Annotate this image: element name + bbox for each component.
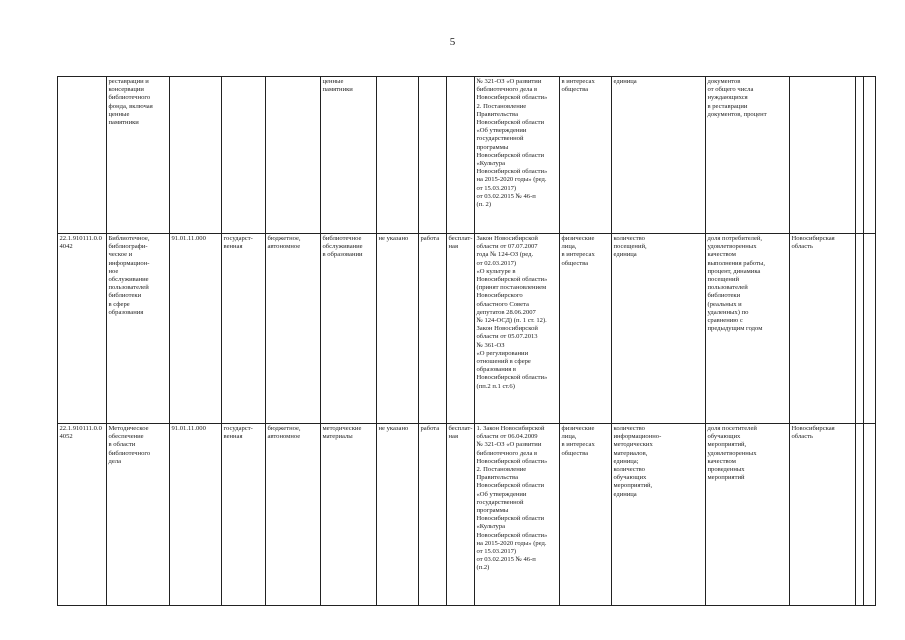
cell-extra-1: [856, 77, 864, 234]
cell-region: Новосибирская область: [790, 234, 856, 424]
cell-content: библиотечное обслуживание в образовании: [321, 234, 377, 424]
cell-name: Библиотечное, библиографи- ческое и информацион- ное обслуживание пользователей библиотеки в сфере образования: [107, 234, 170, 424]
cell-consumers: физические лица, в интересах общества: [560, 424, 612, 606]
cell-volume: количество посещений, единица: [612, 234, 706, 424]
cell-type: [222, 77, 266, 234]
cell-consumers: в интересах общества: [560, 77, 612, 234]
cell-code: 22.1.910111.0.04052: [58, 424, 107, 606]
cell-quality: доля посетителей обучающих мероприятий, удовлетворенных качеством проведенных мероприятий: [706, 424, 790, 606]
cell-kind: работа: [419, 234, 447, 424]
cell-legal-basis: № 321-ОЗ «О развитии библиотечного дела в Новосибирской области» 2. Постановление Правительства Новосибирской области «Об утверждении государственной программы Новосибирской области «Культура Новосибирской области» на 2015-2020 годы» (ред. от 15.03.2017) от 03.02.2015 № 46-п (п. 2): [475, 77, 560, 234]
table-row: [58, 234, 876, 424]
cell-extra-2: [864, 77, 876, 234]
cell-institution: бюджетное, автономное: [266, 234, 321, 424]
cell-extra-1: [856, 424, 864, 606]
cell-code: [58, 77, 107, 234]
table-row: [58, 77, 876, 234]
cell-region: Новосибирская область: [790, 424, 856, 606]
cell-conditions: не указано: [377, 234, 419, 424]
cell-content: методические материалы: [321, 424, 377, 606]
cell-kind: [419, 77, 447, 234]
cell-name: реставрации и консервации библиотечного фонда, включая ценные памятники: [107, 77, 170, 234]
cell-type: государст- венная: [222, 424, 266, 606]
cell-conditions: [377, 77, 419, 234]
cell-extra-2: [864, 234, 876, 424]
cell-legal-basis: 1. Закон Новосибирской области от 06.04.2009 № 321-ОЗ «О развитии библиотечного дела в Новосибирской области» 2. Постановление Правительства Новосибирской области «Об утверждении государственной программы Новосибирской области «Культура Новосибирской области» на 2015-2020 годы» (ред. от 15.03.2017) от 03.02.2015 № 46-п (п.2): [475, 424, 560, 606]
cell-payment: [447, 77, 475, 234]
cell-name: Методическое обеспечение в области библиотечного дела: [107, 424, 170, 606]
cell-code: 22.1.910111.0.04042: [58, 234, 107, 424]
cell-kind: работа: [419, 424, 447, 606]
cell-extra-2: [864, 424, 876, 606]
page-number: 5: [449, 36, 456, 48]
cell-okved: [170, 77, 222, 234]
cell-quality: документов от общего числа нуждающихся в реставрации документов, процент: [706, 77, 790, 234]
cell-okved: 91.01.11.000: [170, 234, 222, 424]
cell-payment: бесплат- ная: [447, 424, 475, 606]
cell-conditions: не указано: [377, 424, 419, 606]
cell-volume: единица: [612, 77, 706, 234]
cell-content: ценные памятники: [321, 77, 377, 234]
services-table: [57, 76, 876, 606]
cell-institution: бюджетное, автономное: [266, 424, 321, 606]
table-row: [58, 424, 876, 606]
cell-extra-1: [856, 234, 864, 424]
cell-volume: количество информационно- методических материалов, единица; количество обучающих мероприятий, единица: [612, 424, 706, 606]
cell-region: [790, 77, 856, 234]
cell-type: государст- венная: [222, 234, 266, 424]
cell-okved: 91.01.11.000: [170, 424, 222, 606]
cell-consumers: физические лица, в интересах общества: [560, 234, 612, 424]
cell-payment: бесплат- ная: [447, 234, 475, 424]
cell-legal-basis: Закон Новосибирской области от 07.07.2007 года № 124-ОЗ (ред. от 02.03.2017) «О культуре в Новосибирской области» (принят постановлением Новосибирского областного Совета депутатов 28.06.2007 № 124-ОСД) (п. 1 ст. 12). Закон Новосибирской области от 05.07.2013 № 361-ОЗ «О регулировании отношений в сфере образования в Новосибирской области» (пп.2 п.1 ст.6): [475, 234, 560, 424]
cell-institution: [266, 77, 321, 234]
cell-quality: доля потребителей, удовлетворенных качеством выполнения работы, процент, динамика посещений пользователей библиотеки (реальных и удаленных) по сравнению с предыдущим годом: [706, 234, 790, 424]
